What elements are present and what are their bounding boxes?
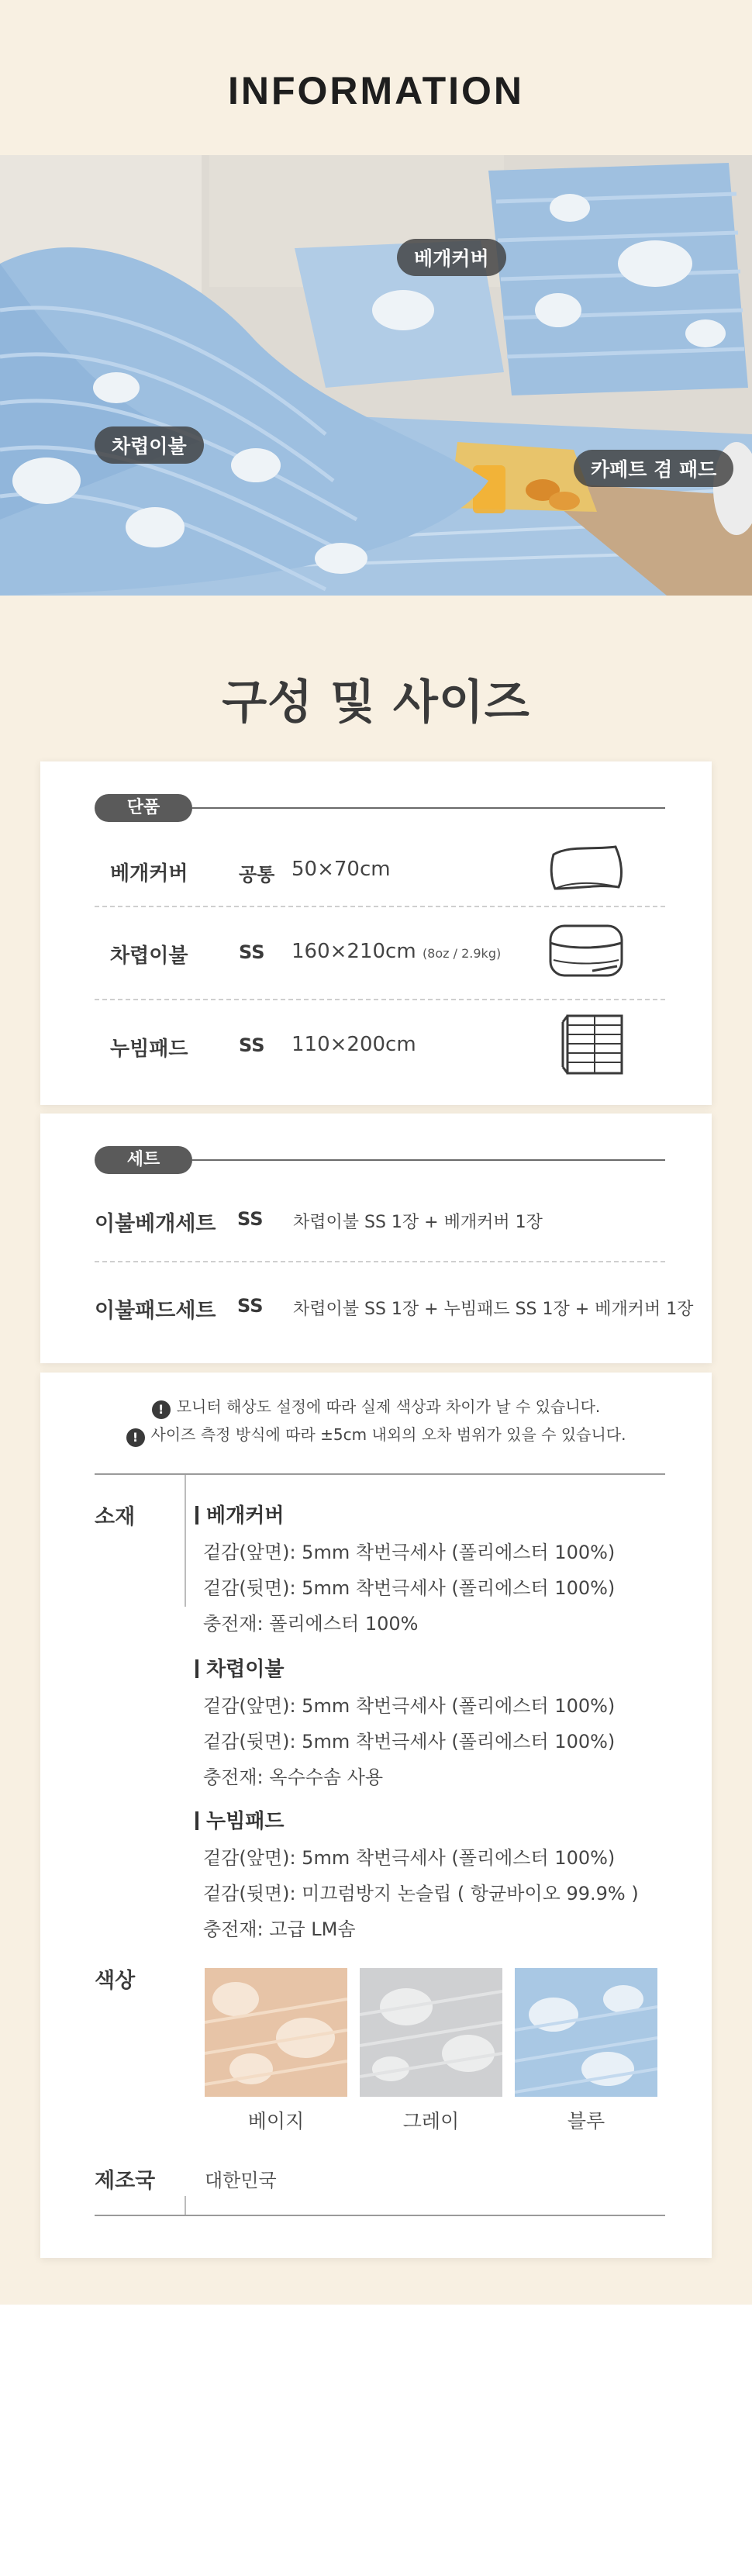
row-divider: [95, 906, 665, 907]
origin-value: 대한민국: [205, 2170, 277, 2191]
column-divider: [185, 1475, 186, 1607]
set-size: SS: [237, 1208, 264, 1230]
page-title: INFORMATION: [227, 69, 525, 112]
item-size: SS: [239, 941, 265, 963]
swatch-name: 블루: [567, 2110, 605, 2132]
item-name: 누빔패드: [110, 1038, 188, 1061]
folded-comforter-icon: [546, 920, 626, 985]
details-bottom-divider: [95, 2215, 665, 2216]
material-line: 충전재: 폴리에스터 100%: [203, 1613, 419, 1635]
swatch-name: 그레이: [402, 2110, 460, 2132]
tag-divider: [192, 1159, 665, 1161]
material-group-title: 베개커버: [195, 1500, 284, 1528]
swatch-blue[interactable]: [515, 1968, 657, 2097]
material-line: 겉감(뒷면): 5mm 착번극세사 (폴리에스터 100%): [203, 1577, 616, 1599]
set-description: 차렵이불 SS 1장 + 누빔패드 SS 1장 + 베개커버 1장: [293, 1300, 694, 1319]
material-line: 겉감(앞면): 5mm 착번극세사 (폴리에스터 100%): [203, 1695, 616, 1717]
column-divider: [185, 2196, 186, 2216]
item-name: 베개커버: [110, 862, 188, 886]
single-tag: 단품: [95, 794, 192, 822]
tag-divider: [192, 807, 665, 809]
item-dimension: 160×210cm (8oz / 2.9kg): [291, 940, 502, 963]
set-items-card: [40, 1114, 712, 1363]
section-title: 구성 및 사이즈: [222, 675, 530, 730]
item-dimension: 110×200cm: [291, 1033, 416, 1056]
notice-color: ! 모니터 해상도 설정에 따라 실제 색상과 차이가 날 수 있습니다.: [40, 1394, 712, 1419]
color-label: 색상: [95, 1969, 136, 1993]
item-size: 공통: [239, 864, 275, 886]
set-description: 차렵이불 SS 1장 + 베개커버 1장: [293, 1213, 543, 1232]
color-swatches: [205, 1968, 670, 2139]
notice-size: ! 사이즈 측정 방식에 따라 ±5cm 내외의 오차 범위가 있을 수 있습니다.: [40, 1422, 712, 1447]
swatch-beige[interactable]: [205, 1968, 347, 2097]
label-carpet-pad: 카페트 겸 패드: [574, 450, 733, 487]
material-line: 겉감(뒷면): 미끄럼방지 논슬립 ( 항균바이오 99.9% ): [203, 1883, 639, 1904]
material-line: 겉감(앞면): 5mm 착번극세사 (폴리에스터 100%): [203, 1847, 616, 1869]
single-row-pillow: [40, 824, 712, 917]
material-group-title: 누빔패드: [195, 1805, 284, 1834]
single-items-card: [40, 761, 712, 1105]
item-dimension: 50×70cm: [291, 858, 391, 881]
pillow-icon: [546, 839, 626, 900]
single-row-pad: [40, 1002, 712, 1095]
material-line: 충전재: 옥수수솜 사용: [203, 1766, 383, 1788]
set-size: SS: [237, 1295, 264, 1317]
set-name: 이불패드세트: [95, 1299, 216, 1323]
item-name: 차렵이불: [110, 944, 188, 968]
material-label: 소재: [95, 1505, 136, 1529]
quilted-pad-icon: [560, 1013, 626, 1079]
alert-icon: !: [152, 1400, 171, 1419]
label-pillow-cover: 베개커버: [397, 239, 506, 276]
details-top-divider: [95, 1473, 665, 1475]
material-line: 겉감(뒷면): 5mm 착번극세사 (폴리에스터 100%): [203, 1731, 616, 1752]
label-comforter: 차렵이불: [95, 426, 204, 464]
set-tag: 세트: [95, 1146, 192, 1174]
details-card: [40, 1373, 712, 2258]
item-size: SS: [239, 1034, 265, 1056]
single-row-comforter: [40, 909, 712, 1002]
alert-icon: !: [126, 1428, 145, 1447]
material-group-title: 차렵이불: [195, 1653, 284, 1682]
product-photo: [0, 155, 752, 596]
material-line: 충전재: 고급 LM솜: [203, 1918, 356, 1940]
swatch-name: 베이지: [247, 2110, 305, 2132]
row-divider: [95, 999, 665, 1000]
set-name: 이불베개세트: [95, 1212, 216, 1236]
row-divider: [95, 1261, 665, 1262]
material-line: 겉감(앞면): 5mm 착번극세사 (폴리에스터 100%): [203, 1542, 616, 1563]
bedding-illustration: [0, 155, 752, 596]
swatch-gray[interactable]: [360, 1968, 502, 2097]
origin-label: 제조국: [95, 2169, 156, 2193]
